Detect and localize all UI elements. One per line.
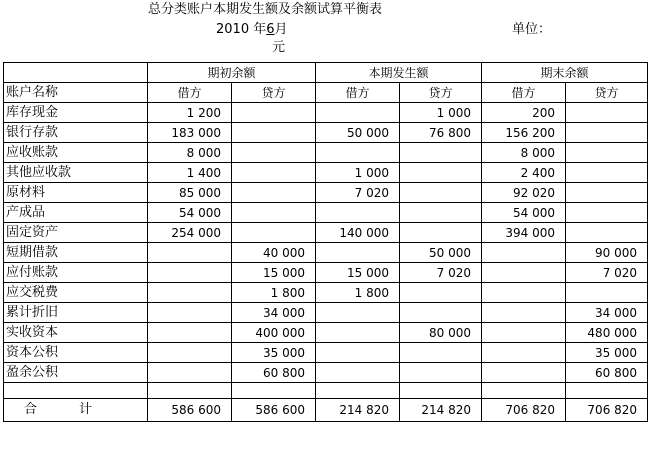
account-name: 应付账款	[4, 263, 148, 283]
account-name: 库存现金	[4, 103, 148, 123]
closing-credit-cell: 34 000	[566, 303, 648, 323]
current-debit-cell	[316, 203, 400, 223]
current-credit-cell	[400, 203, 482, 223]
closing-debit-cell	[482, 303, 566, 323]
current-credit-cell	[400, 143, 482, 163]
closing-credit-cell	[566, 163, 648, 183]
current-credit-cell	[400, 223, 482, 243]
opening-debit-cell	[148, 303, 232, 323]
current-debit-cell	[316, 243, 400, 263]
total-current-debit-cell: 214 820	[316, 399, 400, 422]
account-name: 原材料	[4, 183, 148, 203]
current-debit-cell	[316, 303, 400, 323]
total-row	[4, 399, 648, 422]
opening-credit-cell: 1 800	[232, 283, 316, 303]
closing-credit-cell: 90 000	[566, 243, 648, 263]
opening-credit-cell: 400 000	[232, 323, 316, 343]
current-credit-header: 贷方	[400, 83, 482, 103]
current-credit-cell	[400, 183, 482, 203]
opening-debit-cell: 54 000	[148, 203, 232, 223]
section-opening-balance: 期初余额	[148, 63, 316, 83]
closing-credit-cell	[566, 143, 648, 163]
total-closing-credit-cell: 706 820	[566, 399, 648, 422]
account-name: 应交税费	[4, 283, 148, 303]
unit-value: 元	[272, 40, 286, 55]
table-row	[4, 103, 648, 123]
unit-label: 单位：	[512, 22, 552, 37]
closing-credit-cell	[566, 203, 648, 223]
total-current-credit-cell: 214 820	[400, 399, 482, 422]
opening-debit-cell	[148, 283, 232, 303]
closing-debit-cell: 8 000	[482, 143, 566, 163]
opening-credit-cell: 15 000	[232, 263, 316, 283]
current-debit-cell	[316, 323, 400, 343]
current-debit-cell: 140 000	[316, 223, 400, 243]
opening-debit-cell: 1 400	[148, 163, 232, 183]
blank-cell	[232, 383, 316, 399]
opening-debit-cell: 1 200	[148, 103, 232, 123]
closing-debit-cell: 2 400	[482, 163, 566, 183]
current-debit-cell: 1 800	[316, 283, 400, 303]
blank-cell	[4, 383, 148, 399]
current-debit-header: 借方	[316, 83, 400, 103]
total-label-part-2: 计	[79, 402, 93, 417]
opening-debit-cell: 183 000	[148, 123, 232, 143]
blank-cell	[566, 383, 648, 399]
closing-credit-cell: 60 800	[566, 363, 648, 383]
opening-debit-cell	[148, 343, 232, 363]
blank-cell	[148, 383, 232, 399]
opening-debit-cell: 85 000	[148, 183, 232, 203]
report-year: 2010 年	[216, 22, 267, 37]
opening-credit-header: 贷方	[232, 83, 316, 103]
current-debit-cell: 7 020	[316, 183, 400, 203]
report-month-suffix: 月	[274, 22, 288, 37]
closing-debit-cell	[482, 263, 566, 283]
table-row	[4, 343, 648, 363]
current-debit-cell	[316, 143, 400, 163]
opening-debit-cell	[148, 243, 232, 263]
account-name: 其他应收款	[4, 163, 148, 183]
closing-debit-cell	[482, 283, 566, 303]
closing-credit-cell	[566, 223, 648, 243]
opening-credit-cell: 35 000	[232, 343, 316, 363]
table-row	[4, 203, 648, 223]
total-label	[4, 399, 148, 422]
blank-row	[4, 383, 648, 399]
table-row	[4, 363, 648, 383]
closing-credit-cell	[566, 183, 648, 203]
total-closing-debit-cell: 706 820	[482, 399, 566, 422]
current-credit-cell	[400, 303, 482, 323]
closing-credit-cell	[566, 103, 648, 123]
current-debit-cell: 1 000	[316, 163, 400, 183]
account-name-header: 账户名称	[4, 83, 148, 103]
account-name: 产成品	[4, 203, 148, 223]
current-credit-cell: 50 000	[400, 243, 482, 263]
current-debit-cell: 50 000	[316, 123, 400, 143]
closing-credit-cell	[566, 283, 648, 303]
closing-credit-cell: 480 000	[566, 323, 648, 343]
total-opening-credit-cell: 586 600	[232, 399, 316, 422]
closing-debit-cell	[482, 323, 566, 343]
closing-credit-header: 贷方	[566, 83, 648, 103]
table-row	[4, 163, 648, 183]
closing-debit-cell	[482, 363, 566, 383]
table-row	[4, 183, 648, 203]
opening-credit-cell	[232, 163, 316, 183]
current-debit-cell	[316, 103, 400, 123]
current-credit-cell	[400, 163, 482, 183]
opening-debit-cell: 8 000	[148, 143, 232, 163]
account-name: 盈余公积	[4, 363, 148, 383]
current-credit-cell: 7 020	[400, 263, 482, 283]
current-credit-cell: 80 000	[400, 323, 482, 343]
closing-debit-header: 借方	[482, 83, 566, 103]
opening-credit-cell	[232, 223, 316, 243]
account-name: 银行存款	[4, 123, 148, 143]
closing-debit-cell: 92 020	[482, 183, 566, 203]
account-name: 固定资产	[4, 223, 148, 243]
opening-credit-cell	[232, 183, 316, 203]
closing-debit-cell: 394 000	[482, 223, 566, 243]
trial-balance-table	[3, 62, 648, 422]
opening-debit-cell	[148, 263, 232, 283]
opening-debit-cell	[148, 363, 232, 383]
blank-cell	[482, 383, 566, 399]
table-row	[4, 263, 648, 283]
blank-cell	[400, 383, 482, 399]
current-debit-cell	[316, 363, 400, 383]
account-name: 实收资本	[4, 323, 148, 343]
current-debit-cell: 15 000	[316, 263, 400, 283]
column-header-row	[4, 83, 648, 103]
closing-debit-cell	[482, 343, 566, 363]
opening-credit-cell: 60 800	[232, 363, 316, 383]
opening-credit-cell: 34 000	[232, 303, 316, 323]
report-date	[216, 22, 288, 38]
current-credit-cell	[400, 343, 482, 363]
total-opening-debit-cell: 586 600	[148, 399, 232, 422]
table-row	[4, 283, 648, 303]
section-closing-balance: 期末余额	[482, 63, 648, 83]
opening-credit-cell	[232, 123, 316, 143]
table-row	[4, 143, 648, 163]
table-row	[4, 323, 648, 343]
opening-debit-cell	[148, 323, 232, 343]
section-current-amount: 本期发生额	[316, 63, 482, 83]
current-credit-cell: 1 000	[400, 103, 482, 123]
table-row	[4, 123, 648, 143]
account-name: 资本公积	[4, 343, 148, 363]
opening-credit-cell	[232, 143, 316, 163]
closing-debit-cell: 200	[482, 103, 566, 123]
closing-debit-cell: 54 000	[482, 203, 566, 223]
current-credit-cell: 76 800	[400, 123, 482, 143]
opening-debit-cell: 254 000	[148, 223, 232, 243]
closing-credit-cell: 35 000	[566, 343, 648, 363]
table-row	[4, 223, 648, 243]
current-credit-cell	[400, 283, 482, 303]
report-month: 6	[266, 22, 275, 37]
opening-credit-cell: 40 000	[232, 243, 316, 263]
corner-cell	[4, 63, 148, 83]
opening-credit-cell	[232, 103, 316, 123]
blank-cell	[316, 383, 400, 399]
section-header-row	[4, 63, 648, 83]
page-title: 总分类账户本期发生额及余额试算平衡表	[148, 2, 383, 17]
closing-credit-cell	[566, 123, 648, 143]
account-name: 应收账款	[4, 143, 148, 163]
opening-credit-cell	[232, 203, 316, 223]
account-name: 累计折旧	[4, 303, 148, 323]
table-row	[4, 243, 648, 263]
current-debit-cell	[316, 343, 400, 363]
closing-credit-cell: 7 020	[566, 263, 648, 283]
closing-debit-cell: 156 200	[482, 123, 566, 143]
current-credit-cell	[400, 363, 482, 383]
table-row	[4, 303, 648, 323]
opening-debit-header: 借方	[148, 83, 232, 103]
account-name: 短期借款	[4, 243, 148, 263]
total-label-part-1: 合	[24, 402, 38, 417]
closing-debit-cell	[482, 243, 566, 263]
